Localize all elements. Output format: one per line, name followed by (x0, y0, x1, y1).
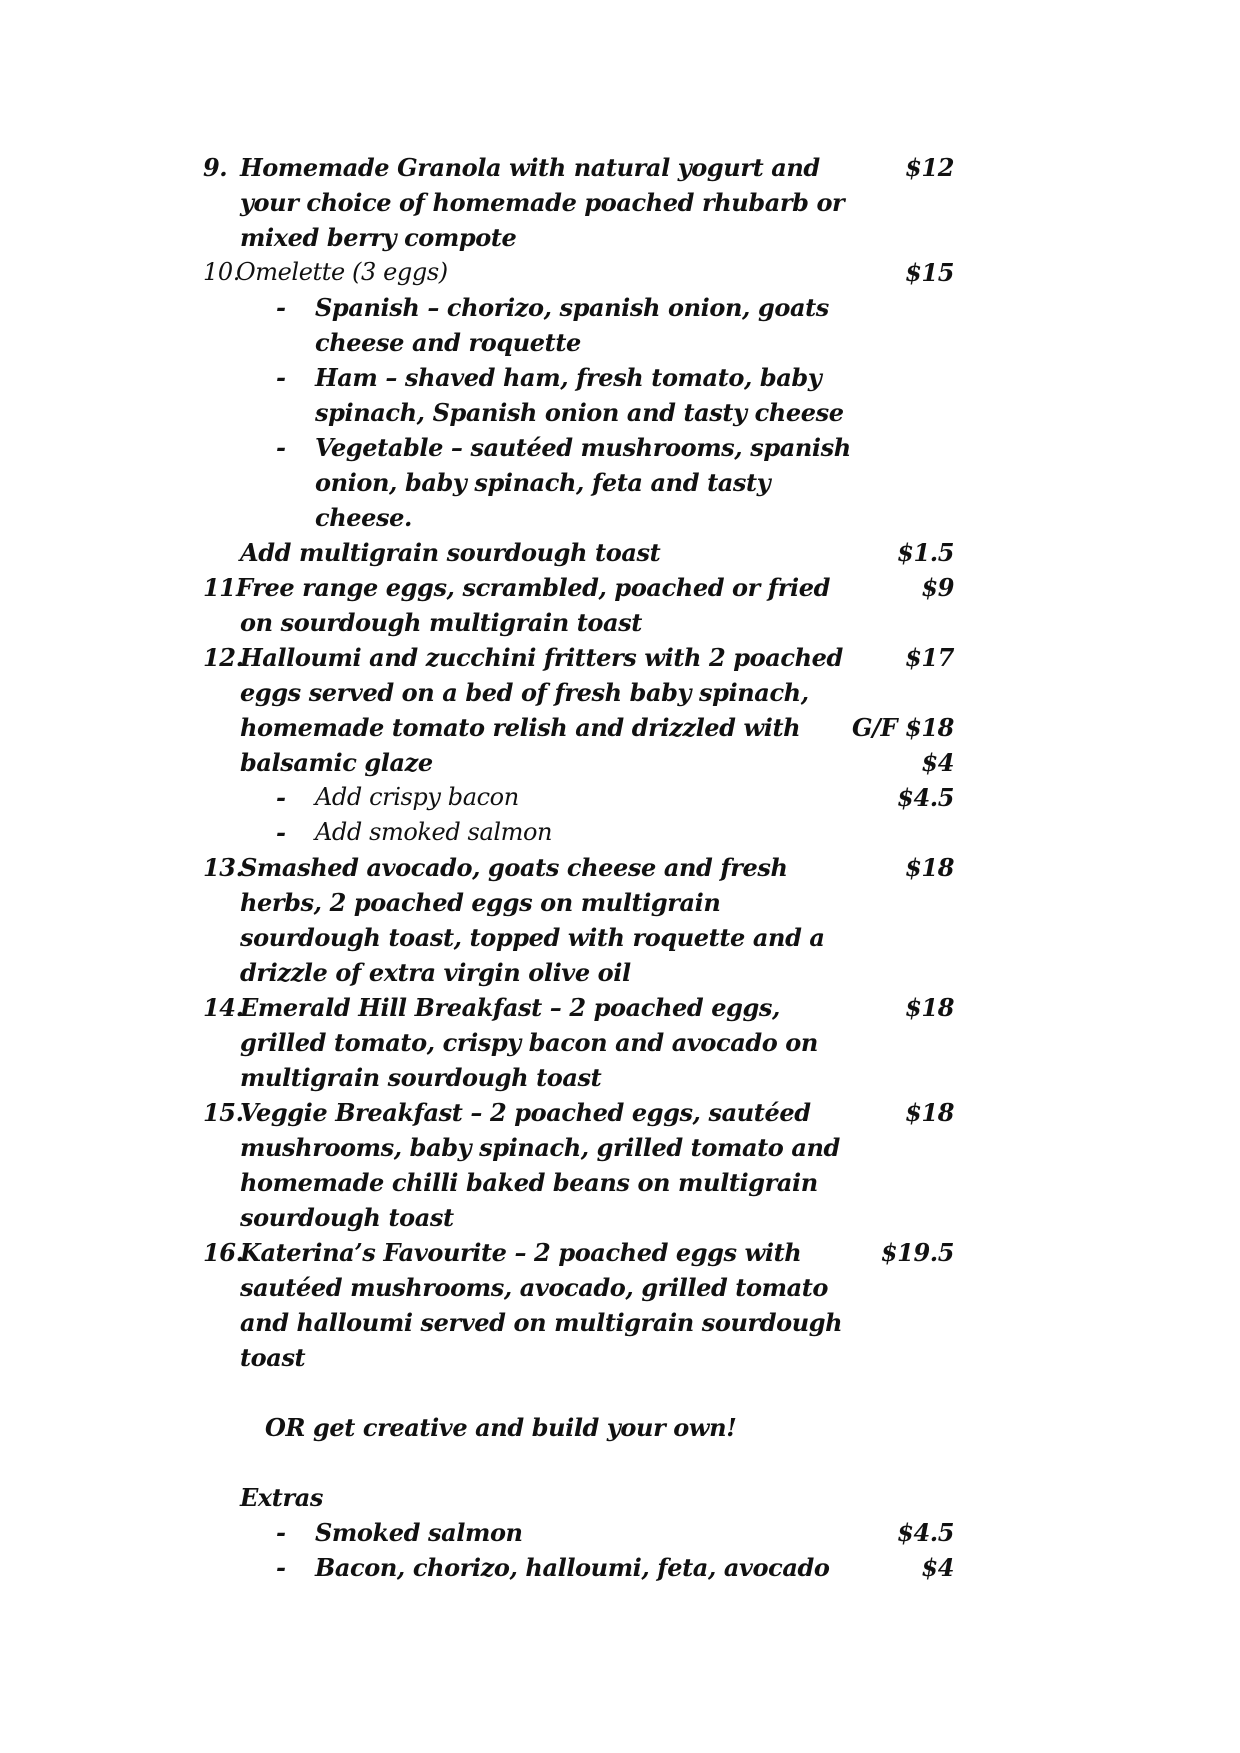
item-description-line: Halloumi and zucchini fritters with 2 poached (240, 643, 843, 672)
item-description-line: Omelette (3 eggs) (236, 258, 448, 286)
item-price: $18 (905, 1098, 954, 1127)
extra-label: Smoked salmon (315, 1518, 523, 1547)
item-number: 14. (203, 993, 244, 1022)
item-description-line: toast (240, 1343, 306, 1372)
item-description-line: eggs served on a bed of fresh baby spinach, (240, 678, 809, 707)
addon-label: Add crispy bacon (315, 783, 519, 811)
item-price: $18 (905, 993, 954, 1022)
item-description-line: Katerina’s Favourite – 2 poached eggs with (240, 1238, 802, 1267)
item-description-line: multigrain sourdough toast (240, 1063, 602, 1092)
item-price: $17 (905, 643, 954, 672)
item-price: $15 (905, 258, 954, 287)
item-description-line: balsamic glaze (240, 748, 433, 777)
extra-bullet: - (276, 1518, 286, 1547)
option-line: cheese and roquette (315, 328, 581, 357)
item-number: 16. (203, 1238, 244, 1267)
addon-price: $4 (921, 748, 954, 777)
extra-price: $4 (921, 1553, 954, 1582)
option-line: Ham – shaved ham, fresh tomato, baby (315, 363, 822, 392)
item-number: 12. (203, 643, 244, 672)
item-description-line: drizzle of extra virgin olive oil (240, 958, 631, 987)
option-line: Vegetable – sautéed mushrooms, spanish (315, 433, 851, 462)
item-description-line: homemade chilli baked beans on multigrain (240, 1168, 818, 1197)
item-price: $19.5 (880, 1238, 954, 1267)
item-description-line: Free range eggs, scrambled, poached or fried (236, 573, 830, 602)
item-description-line: on sourdough multigrain toast (240, 608, 642, 637)
item-number: 11. (203, 573, 244, 602)
option-bullet: - (276, 293, 286, 322)
item-description-line: Emerald Hill Breakfast – 2 poached eggs, (240, 993, 780, 1022)
item-description-line: sautéed mushrooms, avocado, grilled tomato (240, 1273, 829, 1302)
item-description-line: mushrooms, baby spinach, grilled tomato and (240, 1133, 840, 1162)
addon-bullet: - (276, 818, 286, 847)
extras-heading: Extras (240, 1483, 323, 1512)
item-number: 15. (203, 1098, 244, 1127)
item-description-line: homemade tomato relish and drizzled with (240, 713, 801, 742)
gluten-free-price: G/F $18 (852, 713, 954, 742)
addon-label: Add multigrain sourdough toast (240, 538, 661, 567)
option-line: spinach, Spanish onion and tasty cheese (315, 398, 844, 427)
option-bullet: - (276, 433, 286, 462)
item-price: $9 (921, 573, 954, 602)
item-description-line: sourdough toast (240, 1203, 454, 1232)
addon-bullet: - (276, 783, 286, 812)
option-bullet: - (276, 363, 286, 392)
item-description-line: your choice of homemade poached rhubarb or (240, 188, 845, 217)
item-number: 10. (203, 258, 240, 286)
closing-note: OR get creative and build your own! (265, 1413, 737, 1442)
item-description-line: mixed berry compote (240, 223, 517, 252)
addon-label: Add smoked salmon (315, 818, 553, 846)
item-description-line: grilled tomato, crispy bacon and avocado on (240, 1028, 818, 1057)
option-line: onion, baby spinach, feta and tasty (315, 468, 771, 497)
item-description-line: herbs, 2 poached eggs on multigrain (240, 888, 721, 917)
item-price: $12 (905, 153, 954, 182)
extra-bullet: - (276, 1553, 286, 1582)
option-line: cheese. (315, 503, 412, 532)
item-number: 13. (203, 853, 244, 882)
extra-price: $4.5 (897, 1518, 954, 1547)
addon-price: $1.5 (897, 538, 954, 567)
item-description-line: Homemade Granola with natural yogurt and (240, 153, 820, 182)
addon-price: $4.5 (897, 783, 954, 812)
item-description-line: and halloumi served on multigrain sourdough (240, 1308, 843, 1337)
item-description-line: Smashed avocado, goats cheese and fresh (240, 853, 788, 882)
item-description-line: Veggie Breakfast – 2 poached eggs, sautéed (240, 1098, 811, 1127)
option-line: Spanish – chorizo, spanish onion, goats (315, 293, 829, 322)
item-description-line: sourdough toast, topped with roquette and a (240, 923, 825, 952)
extra-label: Bacon, chorizo, halloumi, feta, avocado (315, 1553, 830, 1582)
item-number: 9. (203, 153, 228, 182)
item-price: $18 (905, 853, 954, 882)
